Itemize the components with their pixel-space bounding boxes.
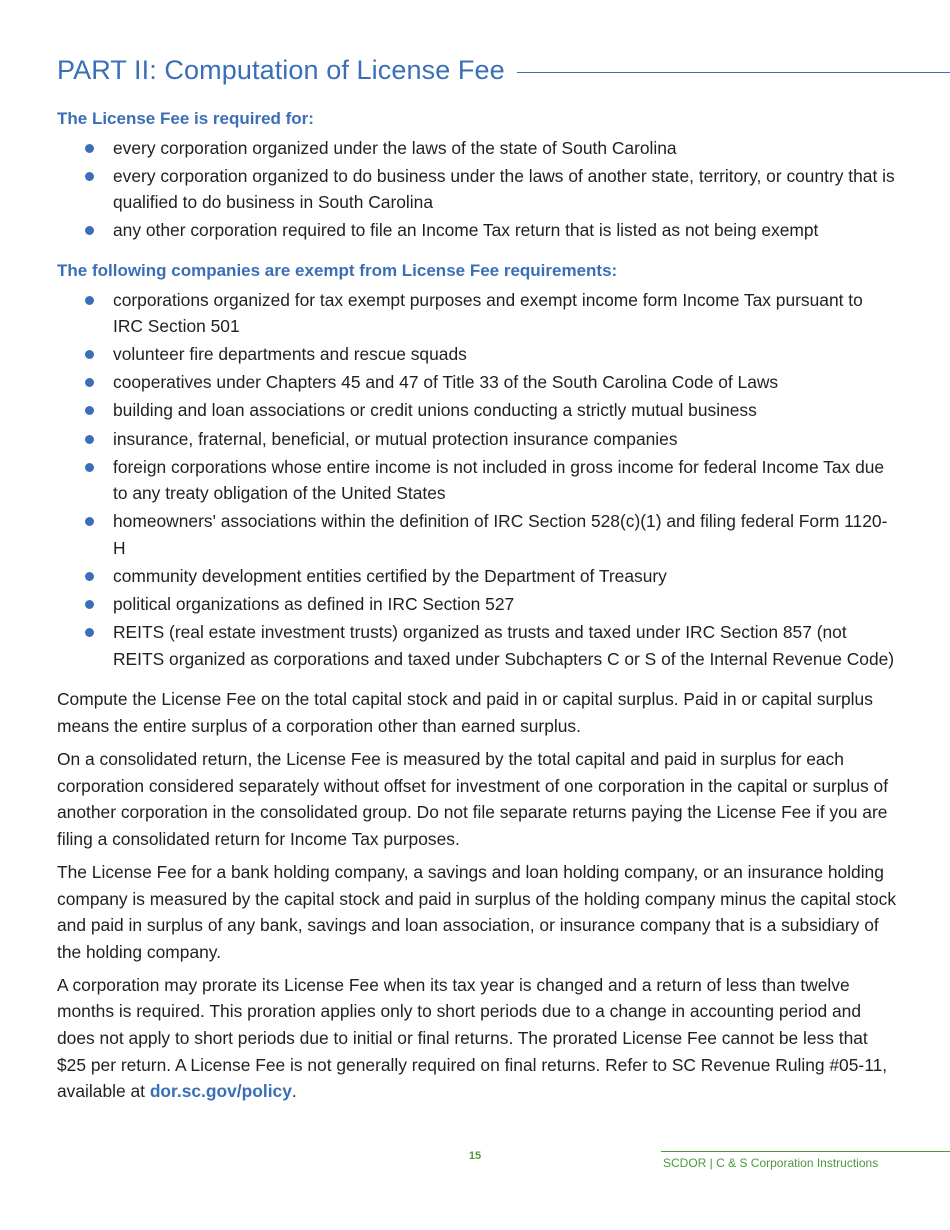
list-item-text: volunteer fire departments and rescue squads bbox=[113, 344, 467, 365]
page-title: PART II: Computation of License Fee bbox=[57, 54, 505, 85]
bullet-icon bbox=[85, 406, 94, 415]
main-content bbox=[57, 106, 897, 1111]
proration-text: A corporation may prorate its License Fee when its tax year is changed and a return of less than twelve months is required. This proration applies only to short periods due to a change in accounting period and does not apply to short periods due to initial or final returns. The prorated License Fee cannot be less that $25 per return. A License Fee is not generally required on final returns. Refer to SC Revenue Ruling #05-11, available at bbox=[57, 974, 888, 1102]
list-item-text: homeowners' associations within the definition of IRC Section 528(c)(1) and filing federal Form 1120-H bbox=[113, 511, 888, 558]
bullet-icon bbox=[85, 517, 94, 526]
bullet-icon bbox=[85, 172, 94, 181]
required-heading: The License Fee is required for: bbox=[57, 109, 314, 128]
bullet-icon bbox=[85, 296, 94, 305]
list-item-text: cooperatives under Chapters 45 and 47 of Title 33 of the South Carolina Code of Laws bbox=[113, 372, 779, 393]
page-number: 15 bbox=[468, 1150, 482, 1162]
paragraph-holding-company: The License Fee for a bank holding company, a savings and loan holding company, or an insurance holding company is measured by the capital stock and paid in surplus of the holding company minus the capital stock and paid in surplus of any bank, savings and loan association, or insurance company that is a subsidiary of the holding company. bbox=[57, 861, 897, 962]
proration-end: . bbox=[291, 1081, 297, 1102]
list-item-text: every corporation organized under the laws of the state of South Carolina bbox=[113, 137, 677, 158]
bullet-icon bbox=[85, 463, 94, 472]
page-title-row bbox=[57, 50, 950, 90]
bullet-icon bbox=[85, 628, 94, 637]
bullet-icon bbox=[85, 600, 94, 609]
paragraph-capital-stock: Compute the License Fee on the total capital stock and paid in or capital surplus. Paid in or capital surplus means the entire surplus of a corporation other than earned surplus. bbox=[57, 689, 873, 736]
bullet-icon bbox=[85, 378, 94, 387]
list-item-text: building and loan associations or credit unions conducting a strictly mutual business bbox=[113, 400, 757, 421]
exempt-heading: The following companies are exempt from License Fee requirements: bbox=[57, 260, 618, 280]
list-item-text: political organizations as defined in IRC Section 527 bbox=[113, 594, 515, 615]
required-list bbox=[85, 135, 897, 244]
bullet-icon bbox=[85, 350, 94, 359]
list-item bbox=[85, 217, 897, 244]
policy-link[interactable]: dor.sc.gov/policy bbox=[149, 1081, 292, 1102]
list-item bbox=[85, 563, 897, 590]
list-item-text: REITS (real estate investment trusts) organized as trusts and taxed under IRC Section 857 (not REITS organized as corporations and taxed under Subchapters C or S of the Internal Revenue Code) bbox=[113, 622, 895, 669]
list-item-text: insurance, fraternal, beneficial, or mutual protection insurance companies bbox=[113, 428, 678, 449]
list-item-text: corporations organized for tax exempt purposes and exempt income form Income Tax pursuant to IRC Section 501 bbox=[113, 289, 863, 337]
list-item-text: foreign corporations whose entire income is not included in gross income for federal Income Tax due to any treaty obligation of the United States bbox=[113, 456, 885, 504]
bullet-icon bbox=[85, 572, 94, 581]
bullet-icon bbox=[85, 226, 94, 235]
title-divider bbox=[517, 72, 950, 73]
list-item bbox=[85, 591, 897, 618]
exempt-list bbox=[85, 287, 897, 673]
list-item bbox=[85, 135, 897, 162]
footer-doc-title: SCDOR | C & S Corporation Instructions bbox=[663, 1156, 879, 1170]
list-item bbox=[85, 341, 897, 368]
list-item bbox=[85, 454, 897, 507]
paragraph-proration bbox=[57, 972, 897, 1105]
list-item-text: community development entities certified by the Department of Treasury bbox=[113, 566, 667, 586]
list-item bbox=[85, 163, 897, 216]
bullet-icon bbox=[85, 144, 94, 153]
list-item-text: any other corporation required to file an Income Tax return that is listed as not being exempt bbox=[113, 220, 819, 241]
list-item bbox=[85, 508, 897, 561]
list-item bbox=[85, 619, 897, 672]
list-item bbox=[85, 397, 897, 424]
list-item bbox=[85, 426, 897, 453]
paragraph-consolidated-return: On a consolidated return, the License Fee is measured by the total capital and paid in surplus for each corporation considered separately without offset for investment of one corporation in the capital or surplus of another corporation in the consolidated group. Do not file separate returns paying the License Fee if you are filing a consolidated return for Income Tax purposes. bbox=[57, 749, 889, 849]
list-item-text: every corporation organized to do business under the laws of another state, territory, or country that is qualified to do business in South Carolina bbox=[113, 165, 895, 213]
list-item bbox=[85, 287, 897, 340]
bullet-icon bbox=[85, 435, 94, 444]
list-item bbox=[85, 369, 897, 396]
footer-divider bbox=[661, 1151, 950, 1152]
